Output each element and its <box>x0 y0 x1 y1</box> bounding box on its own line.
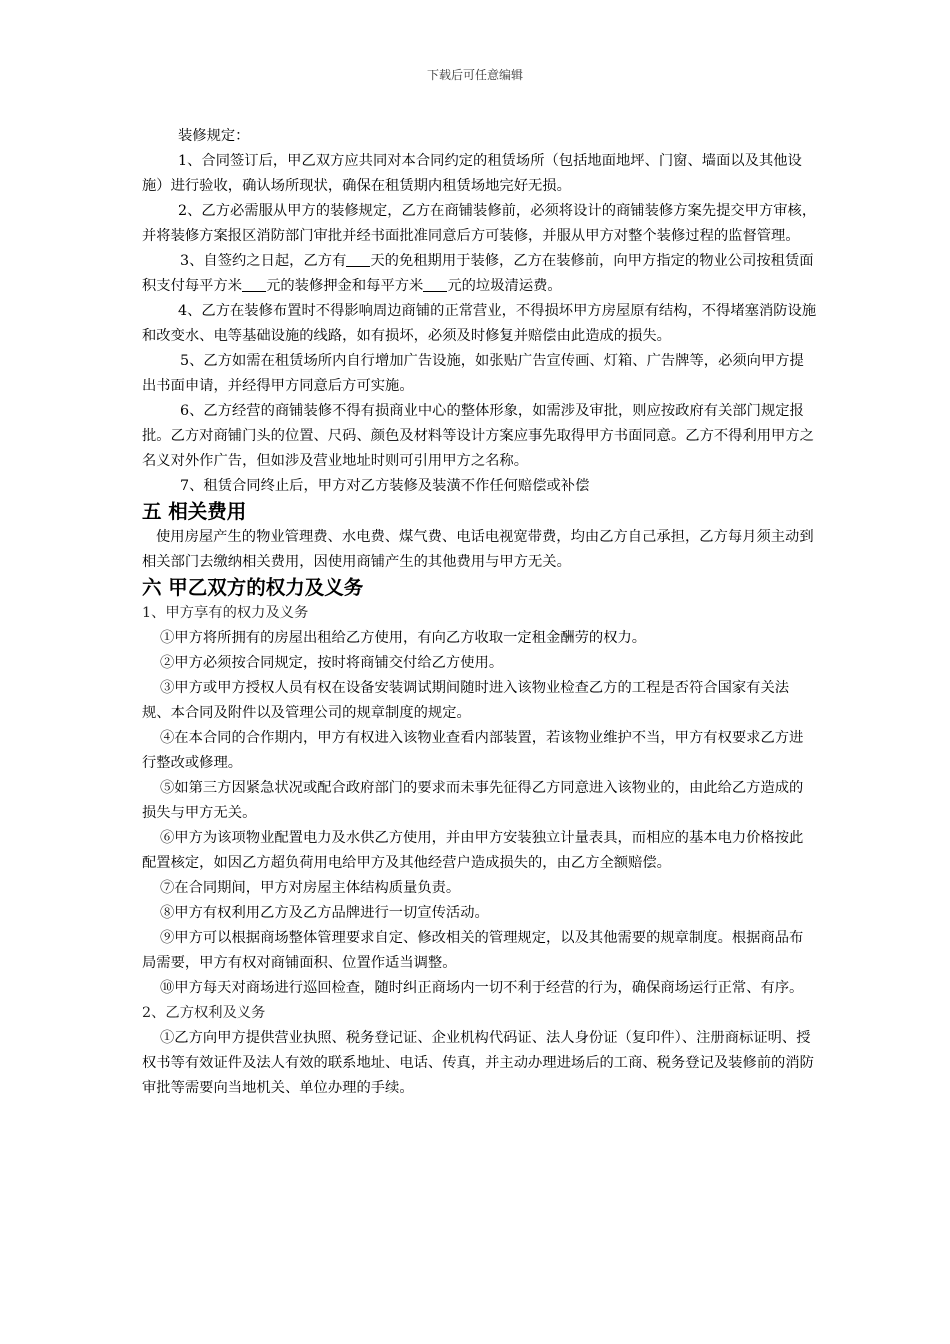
party-a-item-6: ⑥甲方为该项物业配置电力及水供乙方使用，并由甲方安装独立计量表具，而相应的基本电力价格按此配置核定，如因乙方超负荷用电给甲方及其他经营户造成损失的，由乙方全额赔偿。 <box>142 830 804 871</box>
item3-part-b: 天的免租期用于装修，乙方在装修前，向甲方指定的物业公司按租赁面积支付每平方米 <box>142 253 814 294</box>
decoration-item-1: 1、合同签订后，甲乙双方应共同对本合同约定的租赁场所（包括地面地坪、门窗、墙面以及其他设施）进行验收，确认场所现状，确保在租赁期内租赁场地完好无损。 <box>142 153 802 194</box>
decoration-item-4: 4、乙方在装修布置时不得影响周边商铺的正常营业，不得损坏甲方房屋原有结构，不得堵塞消防设施和改变水、电等基础设施的线路，如有损坏，必须及时修复并赔偿由此造成的损失。 <box>142 303 817 344</box>
item3-part-a: 3、自签约之日起，乙方有 <box>180 253 347 269</box>
decoration-item-3 <box>142 249 817 299</box>
page-header: 下载后可任意编辑 <box>426 68 523 82</box>
blank-deposit <box>242 277 266 292</box>
blank-garbage-fee <box>423 277 447 292</box>
party-a-item-1: ①甲方将所拥有的房屋出租给乙方使用，有向乙方收取一定租金酬劳的权力。 <box>160 630 647 646</box>
party-a-item-7: ⑦在合同期间，甲方对房屋主体结构质量负责。 <box>160 880 461 896</box>
party-a-item-5: ⑤如第三方因紧急状况或配合政府部门的要求而未事先征得乙方同意进入该物业的，由此给乙方造成的损失与甲方无关。 <box>142 780 804 821</box>
decoration-item-6: 6、乙方经营的商铺装修不得有损商业中心的整体形象，如需涉及审批，则应按政府有关部门规定报批。乙方对商铺门头的位置、尺码、颜色及材料等设计方案应事先取得甲方书面同意。乙方不得利用甲方之名义对外作广告，但如涉及营业地址时则可引用甲方之名称。 <box>142 403 814 469</box>
party-a-title: 1、甲方享有的权力及义务 <box>142 605 309 621</box>
decoration-item-2: 2、乙方必需服从甲方的装修规定，乙方在商铺装修前，必须将设计的商铺装修方案先提交甲方审核，并将装修方案报区消防部门审批并经书面批准同意后方可装修，并服从甲方对整个装修过程的监督管理。 <box>142 203 817 244</box>
blank-free-days <box>346 252 370 267</box>
decoration-item-7: 7、租赁合同终止后，甲方对乙方装修及装潢不作任何赔偿或补偿 <box>180 478 590 494</box>
party-a-item-2: ②甲方必须按合同规定，按时将商铺交付给乙方使用。 <box>160 655 504 671</box>
section-5-heading: 五 相关费用 <box>142 500 247 523</box>
document-body <box>142 124 817 1101</box>
section-6-heading: 六 甲乙双方的权力及义务 <box>142 576 364 599</box>
item3-part-c: 元的装修押金和每平方米 <box>266 278 424 294</box>
party-a-item-10: ⑩甲方每天对商场进行巡回检查，随时纠正商场内一切不利于经营的行为，确保商场运行正常、有序。 <box>160 980 804 996</box>
party-b-item-1: ①乙方向甲方提供营业执照、税务登记证、企业机构代码证、法人身份证（复印件）、注册商标证明、授权书等有效证件及法人有效的联系地址、电话、传真，并主动办理进场后的工商、税务登记及装修前的消防审批等需要向当地机关、单位办理的手续。 <box>142 1030 814 1096</box>
decoration-rules-title: 装修规定： <box>178 128 250 144</box>
party-a-item-3: ③甲方或甲方授权人员有权在设备安装调试期间随时进入该物业检查乙方的工程是否符合国家有关法规、本合同及附件以及管理公司的规章制度的规定。 <box>142 680 790 721</box>
party-b-title: 2、乙方权利及义务 <box>142 1005 266 1021</box>
section-5-body: 使用房屋产生的物业管理费、水电费、煤气费、电话电视宽带费，均由乙方自己承担，乙方每月须主动到相关部门去缴纳相关费用，因使用商铺产生的其他费用与甲方无关。 <box>142 529 814 570</box>
party-a-item-4: ④在本合同的合作期内，甲方有权进入该物业查看内部装置，若该物业维护不当，甲方有权要求乙方进行整改或修理。 <box>142 730 804 771</box>
party-a-item-9: ⑨甲方可以根据商场整体管理要求自定、修改相关的管理规定，以及其他需要的规章制度。根据商品布局需要，甲方有权对商铺面积、位置作适当调整。 <box>142 930 804 971</box>
party-a-item-8: ⑧甲方有权利用乙方及乙方品牌进行一切宣传活动。 <box>160 905 489 921</box>
item3-part-d: 元的垃圾清运费。 <box>447 278 562 294</box>
decoration-item-5: 5、乙方如需在租赁场所内自行增加广告设施，如张贴广告宣传画、灯箱、广告牌等，必须向甲方提出书面申请，并经得甲方同意后方可实施。 <box>142 353 804 394</box>
